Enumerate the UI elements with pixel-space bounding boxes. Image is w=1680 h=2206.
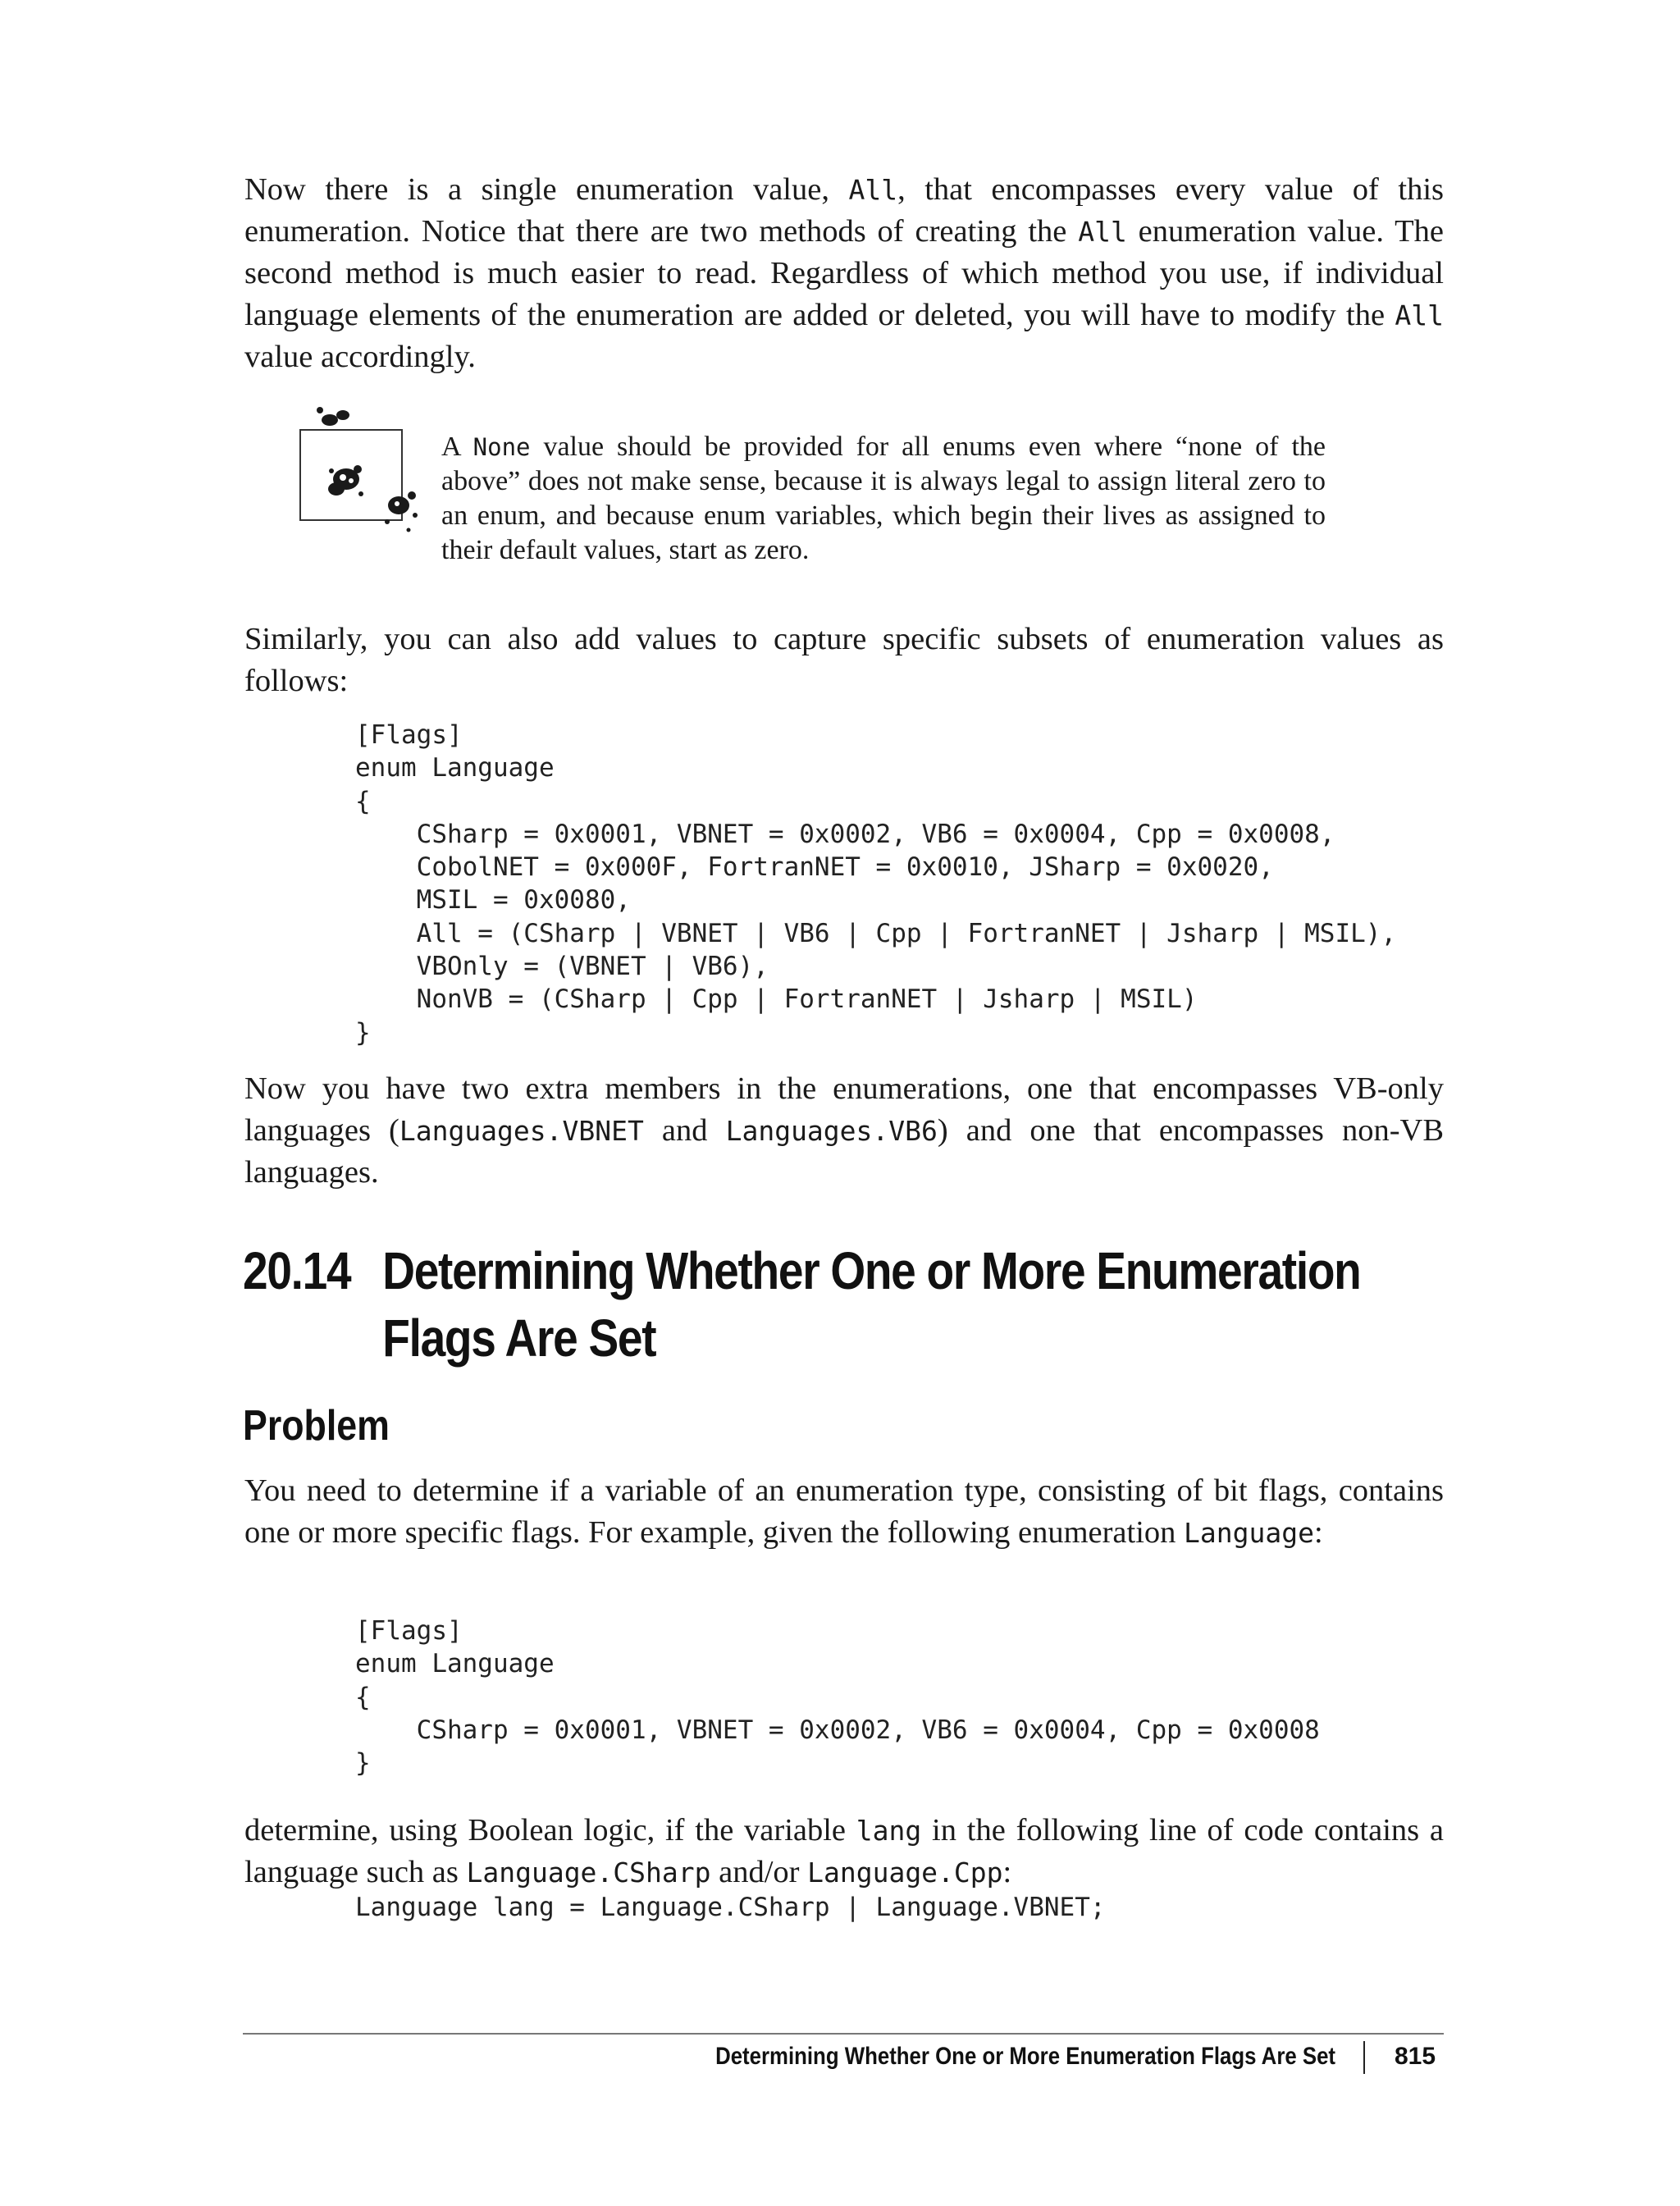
- footer-rule: [243, 2033, 1444, 2035]
- text-run: in the following line of code contains a language such as: [244, 1813, 1444, 1889]
- inline-code: All: [1395, 299, 1444, 331]
- text-run: value accordingly.: [244, 340, 476, 374]
- problem-heading: Problem: [243, 1402, 390, 1450]
- code-block-language-enum: [Flags] enum Language { CSharp = 0x0001, VBNET = 0x0002, VB6 = 0x0004, Cpp = 0x0008 }: [355, 1616, 1320, 1779]
- text-run: ) and one that encompasses non-VB languages.: [244, 1113, 1445, 1190]
- section-title-line2: Flags Are Set: [382, 1309, 656, 1368]
- inline-code: None: [472, 433, 531, 461]
- inline-code: Languages.VB6: [725, 1115, 938, 1147]
- tip-note: [441, 430, 1326, 568]
- code-line-lang-assignment: Language lang = Language.CSharp | Language.VBNET;: [355, 1893, 1106, 1922]
- code-block-language-enum-subsets: [Flags] enum Language { CSharp = 0x0001, VBNET = 0x0002, VB6 = 0x0004, Cpp = 0x0008, CobolNET = 0x000F, FortranNET = 0x0010, JSharp = 0x0020, MSIL = 0x0080, All = (CSharp | VBNET | VB6 | Cpp | FortranNET | Jsharp | MSIL), VBOnly = (VBNET | VB6), NonVB = (CSharp | Cpp | FortranNET | Jsharp | MSIL) }: [355, 720, 1397, 1048]
- intro-paragraph: [244, 169, 1444, 378]
- text-run: A: [441, 432, 473, 462]
- text-run: You need to determine if a variable of an enumeration type, consisting of bit flags, contains one or more specific flags. For example, given the following enumeration: [244, 1473, 1444, 1550]
- inline-code: All: [1078, 216, 1127, 248]
- text-run: Now you have two extra members in the enumerations, one that encompasses VB-only languages (: [244, 1071, 1444, 1148]
- text-run: enumeration value. The second method is much easier to read. Regardless of which method you use, if individual language elements of the enumeration are added or deleted, you will have to modify the: [244, 214, 1444, 332]
- page-number: 815: [1395, 2043, 1436, 2070]
- section-title-line1: Determining Whether One or More Enumeration: [382, 1241, 1361, 1300]
- text-run: Similarly, you can also add values to capture specific subsets of enumeration values as follows:: [244, 622, 1444, 698]
- owl-tip-icon: [295, 399, 431, 546]
- text-run: value should be provided for all enums even where “none of the above” does not make sense, because it is always legal to assign literal zero to an enum, and because enum variables, which begin their lives as assigned to their default values, start as zero.: [441, 432, 1326, 565]
- inline-code: lang: [856, 1815, 922, 1847]
- text-run: :: [1314, 1515, 1323, 1550]
- section-heading: [243, 1237, 1361, 1372]
- footer-separator: [1363, 2041, 1365, 2074]
- inline-code: All: [848, 174, 898, 206]
- similarly-paragraph: [244, 619, 1444, 702]
- inline-code: Language.Cpp: [807, 1857, 1003, 1889]
- extra-members-paragraph: [244, 1068, 1444, 1194]
- text-run: and/or: [710, 1855, 808, 1889]
- inline-code: Language: [1184, 1517, 1314, 1549]
- problem-paragraph: [244, 1470, 1444, 1554]
- text-run: determine, using Boolean logic, if the variable: [244, 1813, 856, 1847]
- text-run: , that encompasses every value of this enumeration. Notice that there are two methods of creating the: [244, 172, 1444, 249]
- section-number: 20.14: [243, 1241, 351, 1300]
- text-run: Now there is a single enumeration value,: [244, 172, 849, 207]
- inline-code: Language.CSharp: [466, 1857, 711, 1889]
- inline-code: Languages.VBNET: [399, 1115, 644, 1147]
- running-footer-title: Determining Whether One or More Enumeration Flags Are Set: [715, 2043, 1335, 2070]
- text-run: :: [1002, 1855, 1012, 1889]
- determine-paragraph: [244, 1810, 1444, 1893]
- text-run: and: [643, 1113, 726, 1148]
